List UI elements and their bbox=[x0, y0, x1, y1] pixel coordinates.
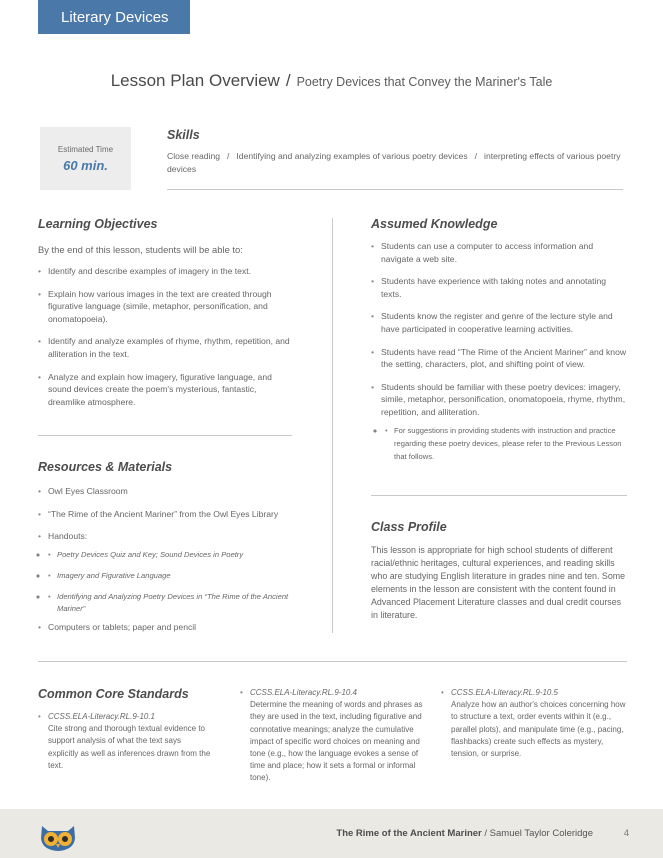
standards-column-1 bbox=[38, 687, 213, 772]
skill-separator: / bbox=[227, 151, 230, 161]
sub-note: • ◦ For suggestions in providing students with instruction and practice regarding these poetry devices, please refer to the Previous Lesson that follows. bbox=[385, 424, 627, 463]
page-number: 4 bbox=[623, 828, 629, 839]
objectives-divider bbox=[38, 435, 292, 436]
standard-code: • CCSS.ELA-Literacy.RL.9-10.4 bbox=[250, 688, 358, 697]
standard-text: Determine the meaning of words and phrases as they are used in the text, including figurative and connotative meanings; analyze the cumulative impact of specific word choices on meaning and tone (e.g., how the language evokes a sense of time and place; how it sets a formal or informal tone). bbox=[250, 700, 423, 783]
list-item: • Explain how various images in the text are created through figurative language (simile, metaphor, personification, and onomatopoeia). bbox=[38, 288, 292, 326]
assumed-knowledge-heading: Assumed Knowledge bbox=[371, 217, 498, 231]
skills-text bbox=[167, 150, 623, 175]
list-item: • Students know the register and genre of the lecture style and have participated in cooperative learning activities. bbox=[371, 310, 627, 335]
assumed-knowledge-section bbox=[371, 217, 627, 463]
assumed-knowledge-list bbox=[371, 240, 627, 463]
standard-code: • CCSS.ELA-Literacy.RL.9-10.1 bbox=[48, 712, 156, 721]
footer-title bbox=[336, 828, 593, 839]
standards-column-3 bbox=[441, 687, 626, 760]
page-footer bbox=[0, 809, 663, 858]
skill-item: Close reading bbox=[167, 151, 221, 161]
sub-note-list bbox=[385, 424, 627, 463]
estimated-time-label: Estimated Time bbox=[57, 145, 114, 154]
standards-list bbox=[441, 687, 626, 760]
standard-item bbox=[38, 711, 213, 772]
standard-text: Analyze how an author's choices concerning how to structure a text, order events within it (e.g., parallel plots), and manipulate time (e.g., pacing, flashbacks) create such effects as mystery, tension, or surprise. bbox=[451, 700, 626, 759]
list-item: • Students can use a computer to access information and navigate a web site. bbox=[371, 240, 627, 265]
footer-book: The Rime of the Ancient Mariner bbox=[336, 828, 482, 839]
handout-item: • ◦ Identifying and Analyzing Poetry Devices in “The Rime of the Ancient Mariner” bbox=[48, 591, 292, 615]
list-item: • Identify and analyze examples of rhyme, rhythm, repetition, and alliteration in the text. bbox=[38, 335, 292, 360]
standard-code: • CCSS.ELA-Literacy.RL.9-10.5 bbox=[451, 688, 559, 697]
list-item: • Students have read “The Rime of the Ancient Mariner” and know the setting, characters, plot, and shifting point of view. bbox=[371, 346, 627, 371]
footer-separator: / bbox=[484, 828, 488, 839]
skill-separator: / bbox=[474, 151, 478, 161]
list-item: • Identify and describe examples of imagery in the text. bbox=[38, 265, 292, 278]
resources-section bbox=[38, 460, 292, 633]
skill-item: interpreting effects of various poetry devices bbox=[167, 151, 621, 174]
page-title bbox=[0, 71, 663, 91]
learning-objectives-intro: By the end of this lesson, students will be able to: bbox=[38, 244, 243, 255]
standards-heading: Common Core Standards bbox=[38, 687, 189, 701]
list-item: • Computers or tablets; paper and pencil bbox=[38, 621, 292, 634]
estimated-time-box bbox=[40, 127, 131, 190]
estimated-time-value: 60 min. bbox=[63, 158, 108, 173]
resources-list bbox=[38, 485, 292, 633]
title-subtitle: Poetry Devices that Convey the Mariner's Tale bbox=[296, 75, 553, 89]
standard-item bbox=[240, 687, 425, 785]
handout-item: • ◦ Imagery and Figurative Language bbox=[48, 570, 292, 582]
standard-item bbox=[441, 687, 626, 760]
handouts-label: Handouts: bbox=[48, 531, 88, 542]
resources-heading: Resources & Materials bbox=[38, 460, 173, 474]
learning-objectives-section bbox=[38, 217, 292, 408]
list-item: • Analyze and explain how imagery, figurative language, and sound devices create the poem's mysterious, fantastic, dreamlike atmosphere. bbox=[38, 371, 292, 409]
handout-item: • ◦ Poetry Devices Quiz and Key; Sound Devices in Poetry bbox=[48, 549, 292, 561]
skills-divider bbox=[167, 189, 623, 190]
standards-column-2 bbox=[240, 687, 425, 785]
knowledge-divider bbox=[371, 495, 627, 496]
devices-text: Students should be familiar with these poetry devices: imagery, simile, metaphor, personification, onomatopoeia, rhyme, rhythm, repetition, and alliteration. bbox=[381, 381, 626, 417]
class-profile-section bbox=[371, 520, 627, 621]
skill-item: Identifying and analyzing examples of various poetry devices bbox=[236, 151, 468, 161]
title-separator: / bbox=[285, 71, 291, 90]
title-main: Lesson Plan Overview bbox=[110, 71, 280, 90]
list-item: • Owl Eyes Classroom bbox=[38, 485, 292, 498]
handouts-list bbox=[48, 549, 292, 615]
list-item bbox=[38, 530, 292, 615]
footer-author: Samuel Taylor Coleridge bbox=[489, 828, 593, 839]
owl-logo-icon bbox=[38, 822, 78, 852]
list-item bbox=[371, 381, 627, 463]
skills-heading: Skills bbox=[167, 128, 200, 142]
list-item: • Students have experience with taking notes and annotating texts. bbox=[371, 275, 627, 300]
column-divider bbox=[332, 218, 333, 633]
standards-divider bbox=[38, 661, 627, 662]
class-profile-heading: Class Profile bbox=[371, 520, 447, 534]
skills-section bbox=[167, 128, 623, 175]
section-tab: Literary Devices bbox=[38, 0, 190, 34]
learning-objectives-list bbox=[38, 265, 292, 408]
standards-list bbox=[240, 687, 425, 785]
class-profile-text: This lesson is appropriate for high school students of different racial/ethnic heritages, cultural experiences, and reading skills who are studying English literature in grades nine and ten. Some elements in the lesson are consistent with the content found in Advanced Placement Literature classes and dual credit courses in literature. bbox=[371, 545, 626, 620]
standards-list bbox=[38, 711, 213, 772]
list-item: • “The Rime of the Ancient Mariner” from the Owl Eyes Library bbox=[38, 508, 292, 521]
learning-objectives-heading: Learning Objectives bbox=[38, 217, 158, 231]
standard-text: Cite strong and thorough textual evidence to support analysis of what the text says explicitly as well as inferences drawn from the text. bbox=[48, 724, 211, 770]
